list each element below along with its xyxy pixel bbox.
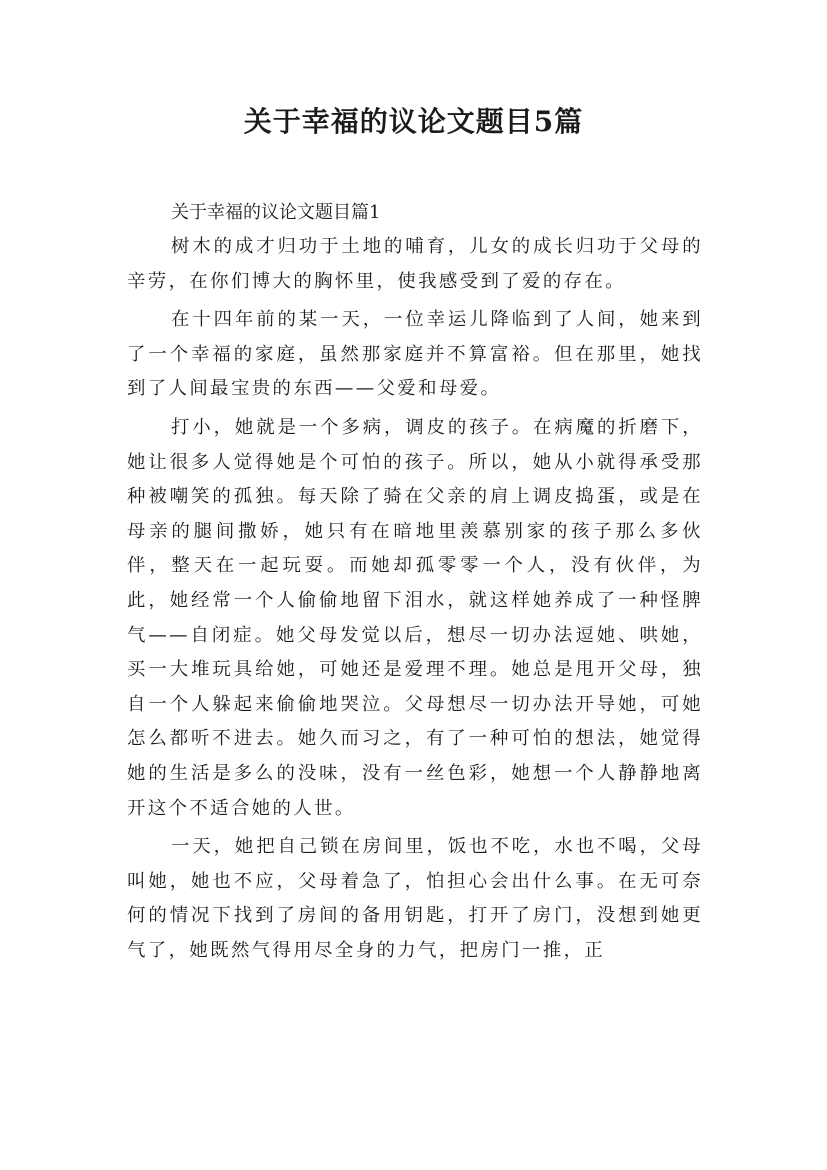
paragraph: 一天，她把自己锁在房间里，饭也不吃，水也不喝，父母叫她，她也不应，父母着急了，怕担心会出什么事。在无可奈何的情况下找到了房间的备用钥匙，打开了房门，没想到她更气了，她既然气得用尽全身的力气，把房门一推，正 [127,836,703,961]
paragraph: 树木的成才归功于土地的哺育，儿女的成长归功于父母的辛劳，在你们博大的胸怀里，使我感受到了爱的存在。 [127,236,703,292]
section-heading: 关于幸福的议论文题目篇1 [171,202,381,223]
paragraph: 打小，她就是一个多病，调皮的孩子。在病魔的折磨下，她让很多人觉得她是个可怕的孩子。所以，她从小就得承受那种被嘲笑的孤独。每天除了骑在父亲的肩上调皮捣蛋，或是在母亲的腿间撒娇，她只有在暗地里羡慕别家的孩子那么多伙伴，整天在一起玩耍。而她却孤零零一个人，没有伙伴，为此，她经常一个人偷偷地留下泪水，就这样她养成了一种怪脾气——自闭症。她父母发觉以后，想尽一切办法逗她、哄她，买一大堆玩具给她，可她还是爱理不理。她总是甩开父母，独自一个人躲起来偷偷地哭泣。父母想尽一切办法开导她，可她怎么都听不进去。她久而习之，有了一种可怕的想法，她觉得她的生活是多么的没味，没有一丝色彩，她想一个人静静地离开这个不适合她的人世。 [127,416,703,819]
document-body [127,196,703,972]
document-title: 关于幸福的议论文题目5篇 [243,105,584,138]
paragraph: 在十四年前的某一天，一位幸运儿降临到了人间，她来到了一个幸福的家庭，虽然那家庭并不算富裕。但在那里，她找到了人间最宝贵的东西——父爱和母爱。 [127,309,703,400]
